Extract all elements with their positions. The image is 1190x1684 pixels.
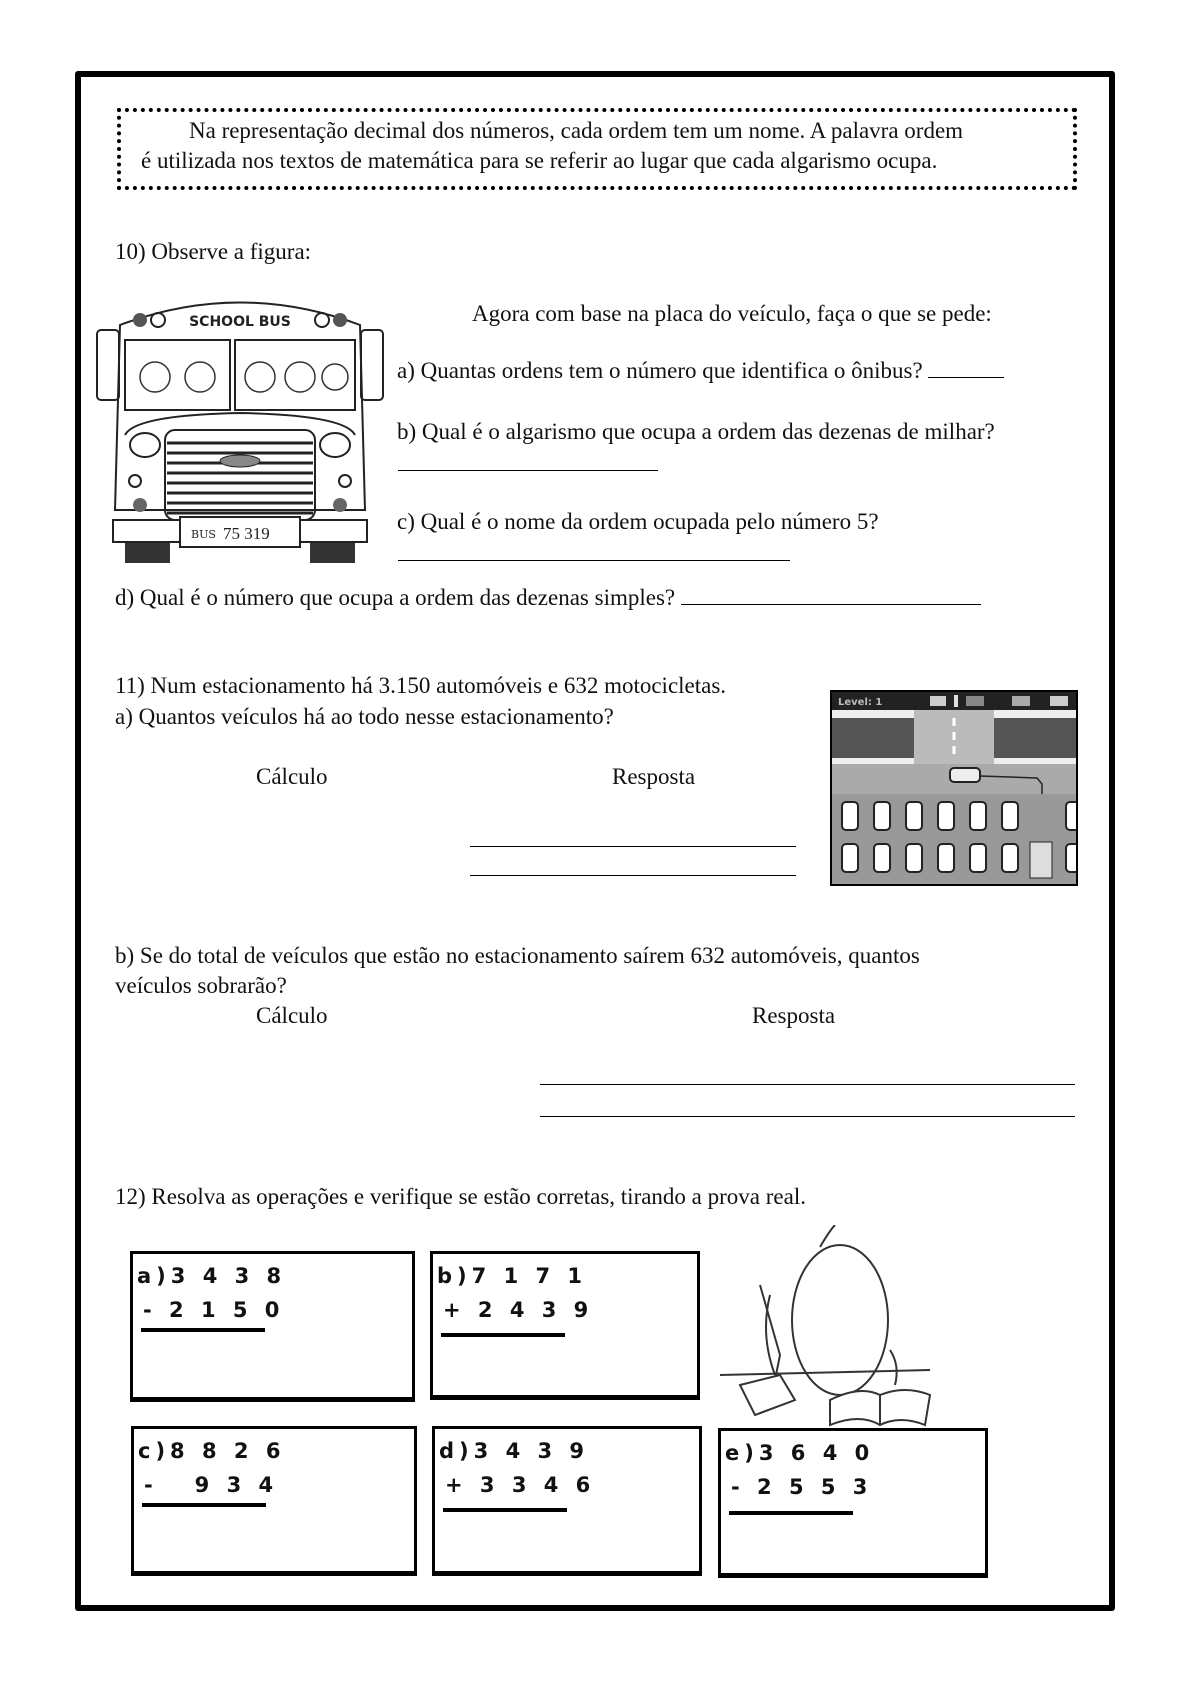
child-studying-icon (720, 1225, 935, 1445)
parking-game-image (830, 690, 1078, 886)
q11-b-answer-label: Resposta (752, 1003, 836, 1028)
intro-text-line2: é utilizada nos textos de matemática para se referir ao lugar que cada algarismo ocupa. (141, 148, 938, 173)
q10-d-answer-line[interactable] (681, 584, 981, 605)
q10-title: 10) Observe a figura: (115, 239, 312, 264)
q11-b-answer-line-2[interactable] (540, 1116, 1075, 1117)
q10-question-b: b) Qual é o algarismo que ocupa a ordem das dezenas de milhar? (397, 419, 995, 444)
operation-b-bottom: + 2 4 3 9 (443, 1298, 594, 1322)
operation-a-top: a)3 4 3 8 (137, 1264, 287, 1288)
bus-sign: SCHOOL BUS (189, 314, 291, 330)
q11-question-a: a) Quantos veículos há ao todo nesse estacionamento? (115, 704, 614, 729)
q10-b-answer-line[interactable] (398, 470, 658, 471)
q10-question-d (115, 584, 981, 613)
operation-a-result-line (141, 1328, 265, 1332)
q10-a-text: a) Quantas ordens tem o número que identifica o ônibus? (397, 358, 923, 383)
q11-a-calc-label: Cálculo (256, 764, 328, 789)
q10-d-text: d) Qual é o número que ocupa a ordem das dezenas simples? (115, 585, 676, 610)
q11-a-answer-line-2[interactable] (470, 875, 796, 876)
operation-e-top: e)3 6 4 0 (725, 1441, 875, 1465)
svg-text:Level: 1: Level: 1 (838, 697, 883, 708)
operation-d-bottom: + 3 3 4 6 (445, 1473, 596, 1497)
q10-question-a (397, 357, 1004, 386)
operation-box-a[interactable] (130, 1251, 415, 1402)
operation-e-result-line (729, 1511, 853, 1515)
operation-a-bottom: - 2 1 5 0 (143, 1298, 285, 1322)
intro-text-line1: Na representação decimal dos números, cada ordem tem um nome. A palavra ordem (189, 118, 964, 143)
q11-a-answer-line-1[interactable] (470, 846, 796, 847)
plate-number: 75 319 (223, 524, 270, 543)
q11-title: 11) Num estacionamento há 3.150 automóveis e 632 motocicletas. (115, 673, 727, 698)
operation-d-top: d)3 4 3 9 (439, 1439, 590, 1463)
q10-prompt: Agora com base na placa do veículo, faça o que se pede: (472, 301, 992, 326)
operation-c-bottom: - 9 3 4 (144, 1473, 279, 1497)
operation-b-result-line (441, 1333, 565, 1337)
q11-question-b-line1: b) Se do total de veículos que estão no estacionamento saírem 632 automóveis, quantos (115, 943, 920, 968)
operation-c-top: c)8 8 2 6 (138, 1439, 286, 1463)
operation-box-c[interactable] (131, 1426, 417, 1576)
q11-question-b-line2: veículos sobrarão? (115, 973, 287, 998)
plate-prefix: BUS (191, 528, 216, 541)
q11-b-calc-label: Cálculo (256, 1003, 328, 1028)
parking-lot-icon (832, 692, 1076, 884)
intro-note-box (117, 108, 1077, 190)
q11-a-answer-label: Resposta (612, 764, 696, 789)
operation-box-e[interactable] (718, 1428, 988, 1578)
q10-c-answer-line[interactable] (398, 560, 790, 561)
q12-title: 12) Resolva as operações e verifique se estão corretas, tirando a prova real. (115, 1184, 806, 1209)
q10-a-answer-line[interactable] (928, 357, 1004, 378)
operation-box-d[interactable] (432, 1426, 702, 1576)
q10-question-c: c) Qual é o nome da ordem ocupada pelo número 5? (397, 509, 879, 534)
operation-e-bottom: - 2 5 5 3 (731, 1475, 873, 1499)
school-bus-icon (95, 285, 385, 565)
q11-b-answer-line-1[interactable] (540, 1084, 1075, 1085)
operation-box-b[interactable] (430, 1251, 700, 1400)
operation-d-result-line (443, 1508, 567, 1512)
operation-b-top: b)7 1 7 1 (437, 1264, 588, 1288)
operation-c-result-line (142, 1503, 266, 1507)
